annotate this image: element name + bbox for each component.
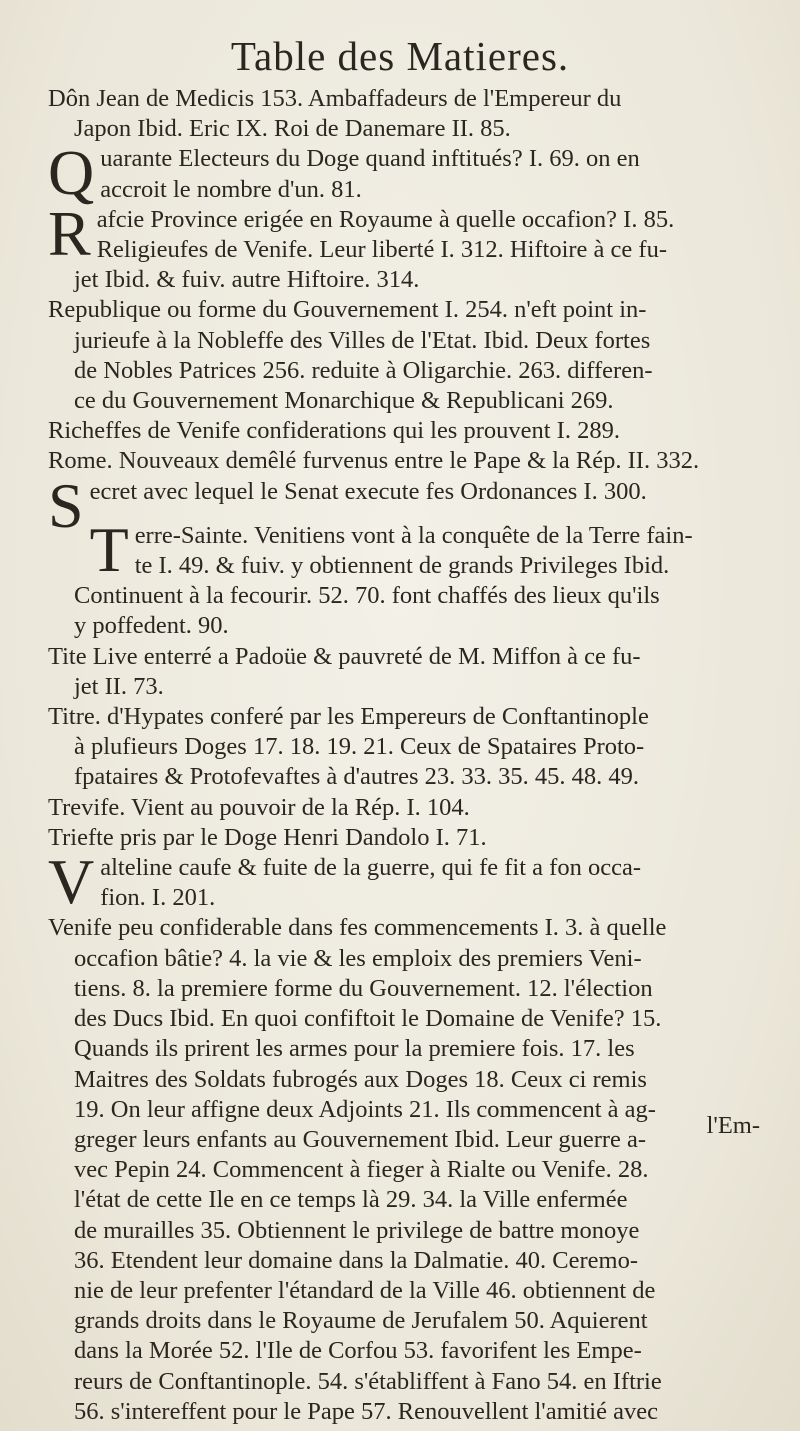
page-title: Table des Matieres. [230, 33, 570, 79]
index-line: ce du Gouvernement Monarchique & Republicani 269. [74, 387, 614, 415]
index-entry [48, 513, 768, 642]
index-line: grands droits dans le Royaume de Jerufalem 50. Aquierent [74, 1307, 648, 1335]
index-line: de murailles 35. Obtiennent le privilege de battre monoye [74, 1216, 640, 1244]
index-line: de Nobles Patrices 256. reduite à Oligarchie. 263. differen- [74, 356, 653, 384]
index-line: Triefte pris par le Doge Henri Dandolo I. 71. [48, 823, 487, 851]
index-line: reurs de Conftantinople. 54. s'établiffent à Fano 54. en Iftrie [74, 1367, 662, 1395]
drop-cap: S [48, 469, 84, 541]
index-line: vec Pepin 24. Commencent à fieger à Rialte ou Venife. 28. [74, 1156, 649, 1184]
index-line: erre-Sainte. Venitiens vont à la conquête de la Terre fain- [134, 521, 693, 549]
index-entry [48, 913, 768, 1426]
index-line: nie de leur prefenter l'étandard de la Ville 46. obtiennent de [74, 1276, 656, 1304]
index-line: 56. s'intereffent pour le Pape 57. Renouvellent l'amitié avec [74, 1397, 658, 1425]
index-line: fion. I. 201. [100, 884, 216, 912]
index-line: jurieufe à la Nobleffe des Villes de l'Etat. Ibid. Deux fortes [74, 326, 651, 354]
index-entry [48, 416, 768, 446]
index-line: Richeffes de Venife confiderations qui les prouvent I. 289. [48, 417, 620, 445]
index-line: Republique ou forme du Gouvernement I. 254. n'eft point in- [48, 296, 647, 324]
drop-cap: T [89, 513, 129, 585]
index-line: accroit le nombre d'un. 81. [100, 175, 362, 203]
index-line: afcie Province erigée en Royaume à quelle occafion? I. 85. [96, 205, 675, 233]
index-line: uarante Electeurs du Doge quand inftitués? I. 69. on en [100, 145, 640, 173]
index-line: Religieufes de Venife. Leur liberté I. 312. Hiftoire à ce fu- [96, 236, 667, 264]
index-line: jet II. 73. [74, 672, 164, 700]
index-line: Japon Ibid. Eric IX. Roi de Danemare II. 85. [74, 115, 511, 143]
catchword: l'Em- [706, 1112, 760, 1139]
index-entry [48, 137, 768, 209]
index-entry [48, 642, 768, 702]
index-line: te I. 49. & fuiv. y obtiennent de grands Privileges Ibid. [134, 552, 670, 580]
drop-cap: V [48, 846, 95, 918]
index-line: Trevife. Vient au pouvoir de la Rép. I. 104. [48, 793, 470, 821]
index-line: Titre. d'Hypates conferé par les Empereurs de Conftantinople [48, 703, 649, 731]
index-line: 36. Etendent leur domaine dans la Dalmatie. 40. Ceremo- [74, 1246, 639, 1274]
index-line: 19. On leur affigne deux Adjoints 21. Ils commencent à ag- [74, 1095, 656, 1123]
drop-cap: R [48, 197, 91, 269]
index-line: fpataires & Protofevaftes à d'autres 23. 33. 35. 45. 48. 49. [74, 763, 640, 791]
index-line: jet Ibid. & fuiv. autre Hiftoire. 314. [74, 266, 420, 294]
index-line: Quands ils prirent les armes pour la premiere fois. 17. les [74, 1035, 635, 1063]
index-entry [48, 823, 768, 853]
index-line: ecret avec lequel le Senat execute fes Ordonances I. 300. [89, 477, 647, 505]
index-line: Maitres des Soldats fubrogés aux Doges 18. Ceux ci remis [74, 1065, 647, 1093]
index-line: l'état de cette Ile en ce temps là 29. 34. la Ville enfermée [74, 1186, 628, 1214]
index-entry [48, 446, 768, 476]
index-line: Continuent à la fecourir. 52. 70. font chaffés des lieux qu'ils [74, 582, 660, 610]
index-entry [48, 84, 768, 144]
index-body [48, 84, 768, 1427]
index-line: y poffedent. 90. [74, 612, 229, 640]
index-line: greger leurs enfants au Gouvernement Ibid. Leur guerre a- [74, 1125, 647, 1153]
drop-cap: Q [48, 137, 95, 209]
index-line: dans la Morée 52. l'Ile de Corfou 53. favorifent les Empe- [74, 1337, 642, 1365]
index-line: alteline caufe & fuite de la guerre, qui fe fit a fon occa- [100, 854, 641, 882]
index-line: Venife peu confiderable dans fes commencements I. 3. à quelle [48, 914, 667, 942]
index-entry [48, 793, 768, 823]
index-entry [48, 295, 768, 416]
index-line: à plufieurs Doges 17. 18. 19. 21. Ceux de Spataires Proto- [74, 733, 645, 761]
index-line: Rome. Nouveaux demêlé furvenus entre le Pape & la Rép. II. 332. [48, 447, 700, 475]
index-entry [48, 702, 768, 793]
index-line: tiens. 8. la premiere forme du Gouvernement. 12. l'élection [74, 974, 653, 1002]
index-line: Dôn Jean de Medicis 153. Ambaffadeurs de l'Empereur du [48, 85, 622, 112]
index-line: occafion bâtie? 4. la vie & les emploix des premiers Veni- [74, 944, 642, 972]
index-line: Tite Live enterré a Padoüe & pauvreté de M. Miffon à ce fu- [48, 642, 641, 670]
index-line: des Ducs Ibid. En quoi confiftoit le Domaine de Venife? 15. [74, 1005, 662, 1033]
index-entry [48, 197, 768, 296]
index-entry [48, 846, 768, 918]
